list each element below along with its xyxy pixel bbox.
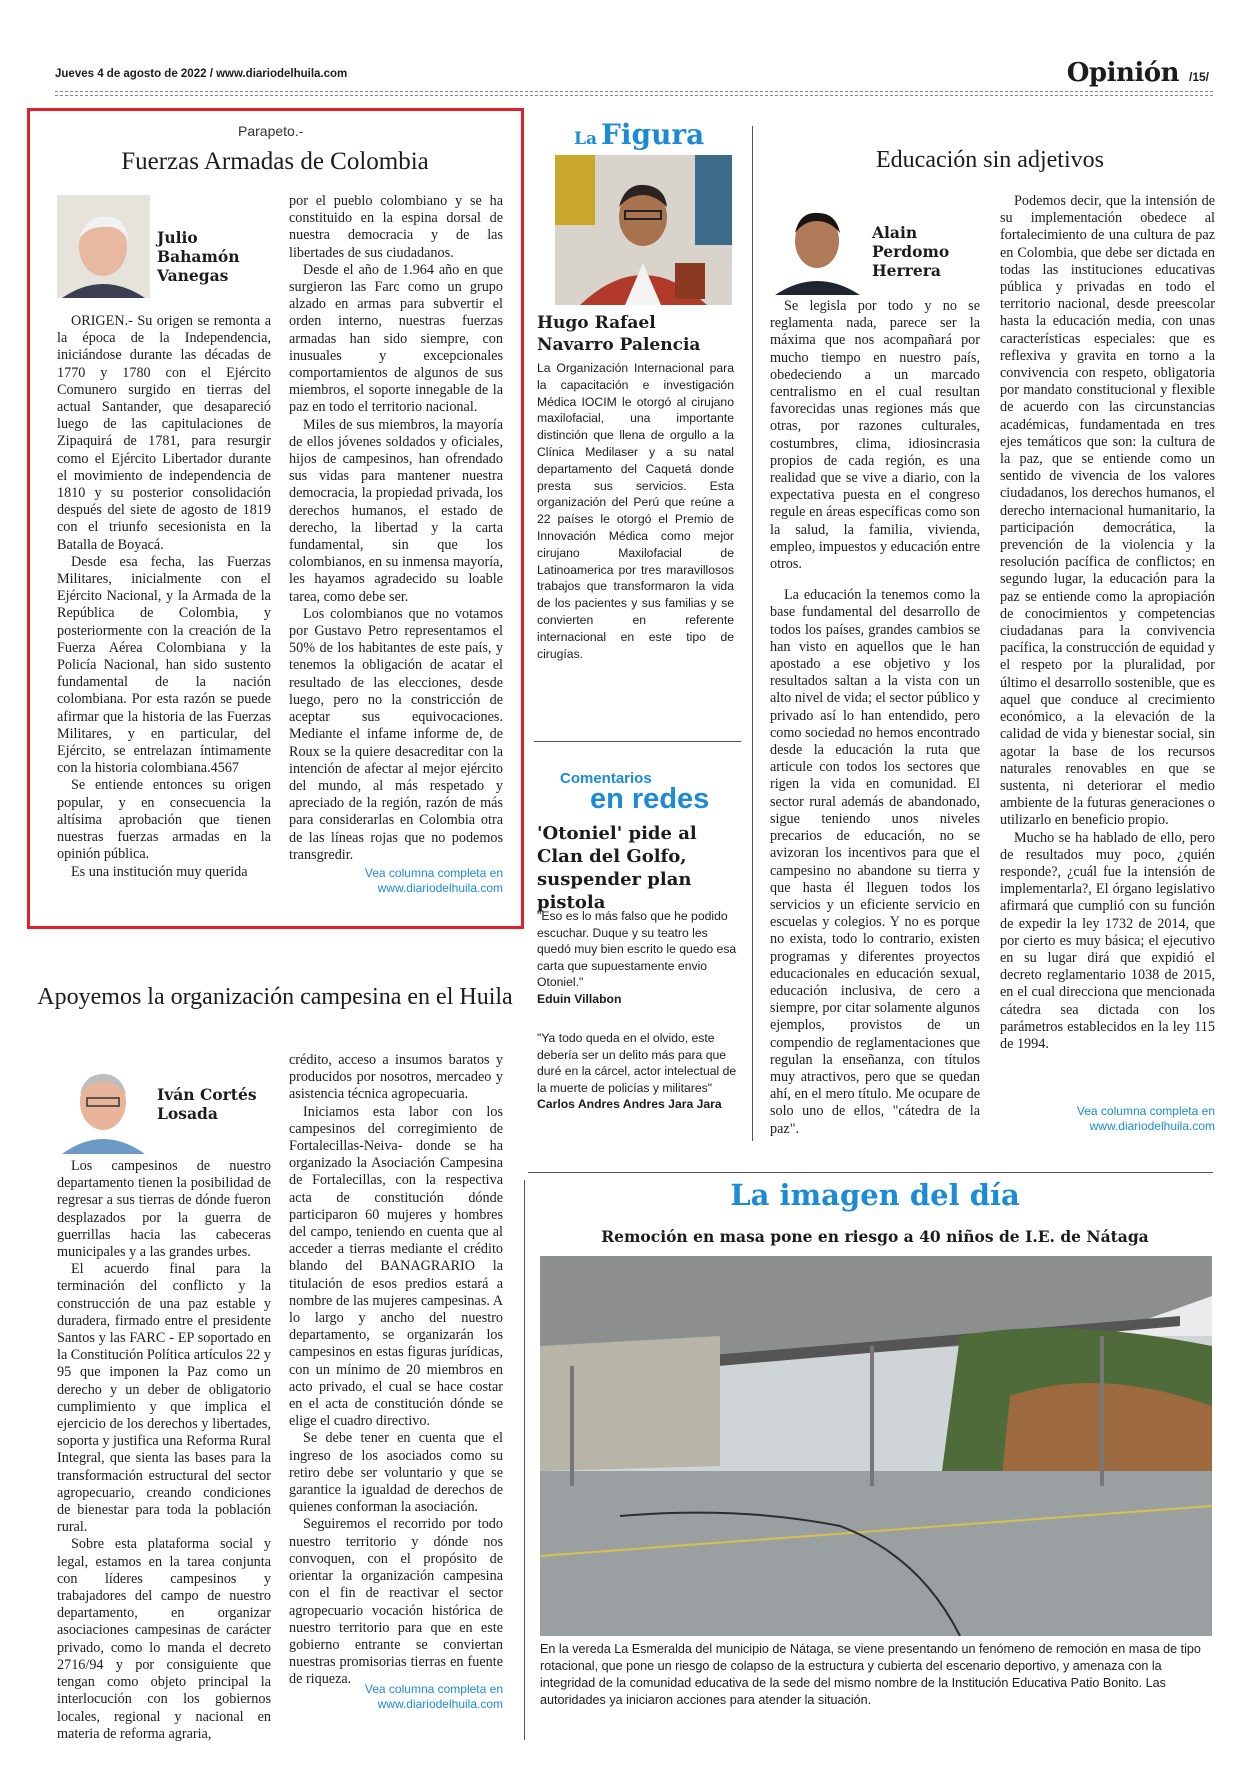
header-rule-2 [55, 95, 1213, 96]
author-photo [770, 195, 865, 295]
article-column-2: crédito, acceso a insumos baratos y producidos por nosotros, mercadeo y asistencia técnica agropecuaria. Iniciamos esta labor con los campesinos del corregimiento de Fortalecillas-Neiva- donde se ha organizado la Asociación Campesina de Fortalecillas, con la respectiva acta de constitución dónde participaron 60 mujeres y hombres del campo, teniendo en cuenta que al acceder a tierras mediante el crédito blando del BANAGRARIO la titulación de esos predios estará a nombre de las mujeres campesinas. A lo largo y ancho del nuestro departamento, se organizarán los campesinos en estas figuras jurídicas, con un mínimo de 20 miembros en acto privado, el cual se hace costar en el acta de constitución dónde se elige el cuadro directivo. Se debe tener en cuenta que el ingreso de los asociados como su retiro debe ser voluntario y que se garantice la igualdad de derechos de quienes conforman la asociación. Seguiremos el recorrido por todo nuestro territorio y dónde nos convoquen, con el propósito de orientar la organización campesina con el fin de reactivar el sector agropecuario vocación histórica de nuestro territorio para que en este gobierno entrante se conviertan nuestras promisorias tierras en fuente de riqueza. [289, 1052, 503, 1688]
dateline: Jueves 4 de agosto de 2022 / www.diariodelhuila.com [55, 68, 348, 80]
header-rule [55, 91, 1213, 92]
author-photo [57, 195, 150, 298]
column-divider [524, 1180, 525, 1740]
section-divider [534, 741, 741, 742]
redes-comment-2: "Ya todo queda en el olvido, este debería ser un delito más para que duré en la cárcel, actor intelectual de la muerte de policías y militares" Carlos Andres Andres Jara Jara [537, 1031, 737, 1112]
page-number: /15/ [1188, 70, 1209, 84]
author-portrait-icon [57, 1052, 150, 1154]
article-column-1: ORIGEN.- Su origen se remonta a la época de la Independencia, iniciándose durante las décadas de 1770 y 1780 con el Ejército Comunero surgido en tierras del actual Santander, que desapareció luego de las capitulaciones de Zipaquirá de 1781, para resurgir como el Ejército Libertador durante el movimiento de independencia de 1810 y su posterior consolidación después del siete de agosto de 1819 con el triunfo secesionista en la Batalla de Boyacá. Desde esa fecha, las Fuerzas Militares, inicialmente con el Ejército Nacional, y la Armada de la República de Colombia, y posteriormente con la creación de la Fuerza Aérea Colombiana y la Policía Nacional, han sido sustento fundamental de la nación colombiana. Por esta razón se puede afirmar que la historia de las Fuerzas Militares, y en particular, del Ejército, se entrelazan íntimamente con la historia colombiana.4567 Se entiende entonces su origen popular, y en consecuencia la altísima aprobación que tienen nuestras fuerzas armadas en la opinión pública. Es una institución muy querida [57, 313, 271, 880]
author-portrait-icon [57, 195, 150, 298]
figura-text: La Organización Internacional para la capacitación e investigación Médica IOCIM le otorgó al cirujano maxilofacial, una importante distinción que llena de orgullo a la Clínica Medilaser y a su natal departamento del Caquetá donde presta sus servicios. Esta organización del Perú que reúne a 22 países le otorgó el Premio de Innovación Médica como mejor cirujano Maxilofacial de Latinoamerica por tres maravillosos trabajos que transformaron la vida de los pacientes y sus familias y se convierten en referente internacional en este tipo de cirugías. [537, 361, 734, 661]
article-column-2: por el pueblo colombiano y se ha constituido en la espina dorsal de nuestra democracia y de las libertades de sus ciudadanos. Desde el año de 1.964 año en que surgieron las Farc como un grupo alzado en armas para subvertir el orden interno, nuestras fuerzas armadas han sido siempre, con inusuales y excepcionales comportamientos de algunos de sus miembros, el soporte innegable de la paz en todo el territorio nacional. Miles de sus miembros, la mayoría de ellos jóvenes soldados y oficiales, hijos de campesinos, han ofrendado sus vidas para mantener nuestra democracia, la propiedad privada, los derechos humanos, el estado de derecho, la libertad y la carta fundamental, sin que los colombianos, en su inmensa mayoría, les hayamos agradecido su loable tarea, como debe ser. Los colombianos que no votamos por Gustavo Petro representamos el 50% de los habitantes de este país, y tenemos la obligación de acatar el resultado de las elecciones, desde luego, pero no la constricción de aceptar sus equivocaciones. Mediante el infame informe de, de Roux se la quiere desacreditar con la intención de afectar al mejor ejército del mundo, al más respetado y apreciado de la región, razón de más para considerarlas en Colombia otra de las líneas rojas que no podemos transgredir. [289, 193, 503, 863]
article-title: Fuerzas Armadas de Colombia [121, 148, 429, 175]
author-portrait-icon [770, 195, 865, 295]
section-header [1067, 58, 1209, 88]
article-kicker: Parapeto.- [238, 123, 304, 139]
author-name: Julio Bahamón Vanegas [157, 228, 240, 285]
read-more-link[interactable]: Vea columna completa en www.diariodelhuila.com [364, 866, 503, 895]
section-title: Opinión [1066, 58, 1179, 88]
redes-label-small: Comentarios [560, 770, 652, 787]
figura-label: La Figura [574, 118, 705, 151]
figura-name: Hugo Rafael Navarro Palencia [537, 313, 701, 355]
person-photo-icon [555, 155, 732, 305]
author-name: Iván Cortés Losada [157, 1085, 257, 1123]
figura-photo [555, 155, 732, 305]
article-column-1: Los campesinos de nuestro departamento tienen la posibilidad de regresar a sus tierras de dónde fueron desplazados por la guerra de guerrillas hacia las cabeceras municipales y a las grandes urbes. El acuerdo final para la terminación del conflicto y la construcción de una paz estable y duradera, firmado entre el presidente Santos y las FARC - EP soportado en la Constitución Política artículos 22 y 95 que imponen la Paz como un derecho y un deber de obligatorio cumplimiento y que implica el ejercicio de los derechos y libertades, soporta y justifica una Reforma Rural Integral, que sienta las bases para la transformación estructural del sector agropecuario, creando condiciones de bienestar para toda la población rural. Sobre esta plataforma social y legal, estamos en la tarea conjunta con líderes campesinos y trabajadores del campo de nuestro departamento, en organizar asociaciones campesinas de carácter privado, como lo manda el decreto 2716/94 y por consiguiente que tengan como objeto principal la interlocución con los gobiernos locales, regional y nacional en materia de reforma agraria, [57, 1158, 271, 1742]
imagen-headline: Remoción en masa pone en riesgo a 40 niños de I.E. de Nátaga [601, 1227, 1149, 1246]
author-photo [57, 1052, 150, 1154]
imagen-caption: En la vereda La Esmeralda del municipio de Nátaga, se viene presentando un fenómeno de remoción en masa de tipo rotacional, que pone un riesgo de colapso de la estructura y cubierta del escenario deportivo, y amenaza con la integridad de la comunidad educativa de la sede del mismo nombre de la Institución Educativa Patio Bonito. Las autoridades ya iniciaron acciones para atender la situación. [540, 1642, 1201, 1707]
article-title: Apoyemos la organización campesina en el Huila [37, 984, 513, 1010]
redes-label-big: en redes [590, 783, 710, 815]
redes-headline: 'Otoniel' pide al Clan del Golfo, suspender plan pistola [537, 823, 697, 913]
article-column-2: Podemos decir, que la intensión de su implementación obedece al fortalecimiento de una cultura de paz en Colombia, que debe ser dictada en todas las instituciones educativas pública y privadas en todo el territorio nacional, desde preescolar hasta la educación media, con unas características especiales: que es reflexiva y gravita en torno a la convivencia con respeto, obligatoria por mandato constitucional y flexible de acuerdo con las circunstancias académicas, fundamentada en tres ejes temáticos que son: la cultura de la paz, que se entiende como un sentido de vivencia de los valores ciudadanos, los derechos humanos, el derecho internacional humanitario, la participación democrática, la prevención de la violencia y la resolución pacífica de conflictos; en segundo lugar, la educación para la paz se entiende como la apropiación de conocimientos y competencias ciudadanas para la convivencia pacífica, la construcción de equidad y el respeto por la pluralidad, por último el desarrollo sostenible, que es aquel que conduce al crecimiento económico, a la elevación de la calidad de vida y bienestar social, sin agotar la base de los recursos naturales renovables en que se sustenta, ni deteriorar el medio ambiente de la futuras generaciones o utilizarlo en beneficio propio. Mucho se ha hablado de ello, pero de resultados muy poco, ¿quién responde?, ¿cuál fue la intensión de implementarla?, El órgano legislativo afirmará que cumplió con su función de expedir la ley 1732 de 2014, que por cierto es muy básica; el ejecutivo en su lugar dirá que expidió el decreto reglamentario 1038 de 2015, en el cual direcciona que mencionada cátedra sea dictada con los parámetros establecidos en la ley 115 de 1994. [1000, 193, 1215, 1052]
read-more-link[interactable]: Vea columna completa en www.diariodelhuila.com [1076, 1104, 1215, 1133]
read-more-link[interactable]: Vea columna completa en www.diariodelhuila.com [364, 1682, 503, 1711]
article-column-1: Se legisla por todo y no se reglamenta nada, parece ser la máxima que nos acompañará por mucho tiempo en nuestro país, obedeciendo a un marcado centralismo en el cual resultan favorecidas unas regiones más que otras, por razones culturales, costumbres, clima, idiosincrasia propios de cada región, es una realidad que se vive a diario, con la expectativa puesta en el congreso regule en áreas específicas como son la salud, la familia, vivienda, empleo, impuestos y educación entre otros. La educación la tenemos como la base fundamental del desarrollo de todos los países, grandes cambios se han visto en aquellos que le han apostado a ese objetivo y los resultados saltan a la vista con un alto nivel de vida; el sector público y privado así lo han entendido, pero como sociedad no hemos encontrado desde la educación la ruta que articule con todos los sectores que rigen la vida en comunidad. El sector rural además de abandonado, sigue teniendo unos niveles precarios de educación, no se avizoran los incentivos para que el campesino no abandone su tierra y que hasta él lleguen todos los servicios y un eficiente servicio en escuelas y colegios. Y no es porque no exista, todo lo contrario, existen programas y diferentes proyectos educacionales en educación sexual, educación inclusiva, de cero a siempre, por citar solamente algunos ejemplos, provistos de un compendio de reglamentaciones que regulan la enseñanza, con títulos muy atractivos, pero que se quedan ahí, en el mero título. Me ocupare de solo uno de ellos, "cátedra de la paz". [770, 298, 980, 1137]
imagen-label: La imagen del día [730, 1178, 1020, 1212]
column-divider [752, 126, 753, 1141]
author-name: Alain Perdomo Herrera [872, 223, 950, 280]
redes-comment-1: "Eso es lo más falso que he podido escuchar. Duque y su teatro les quedó muy bien escrito le quedo esa carta que supuestamente envio Otoniel." Eduin Villabon [537, 909, 737, 1006]
article-title: Educación sin adjetivos [876, 147, 1104, 173]
imagen-photo [540, 1256, 1212, 1636]
sports-court-landslide-image [540, 1256, 1212, 1636]
section-divider [528, 1172, 1213, 1173]
